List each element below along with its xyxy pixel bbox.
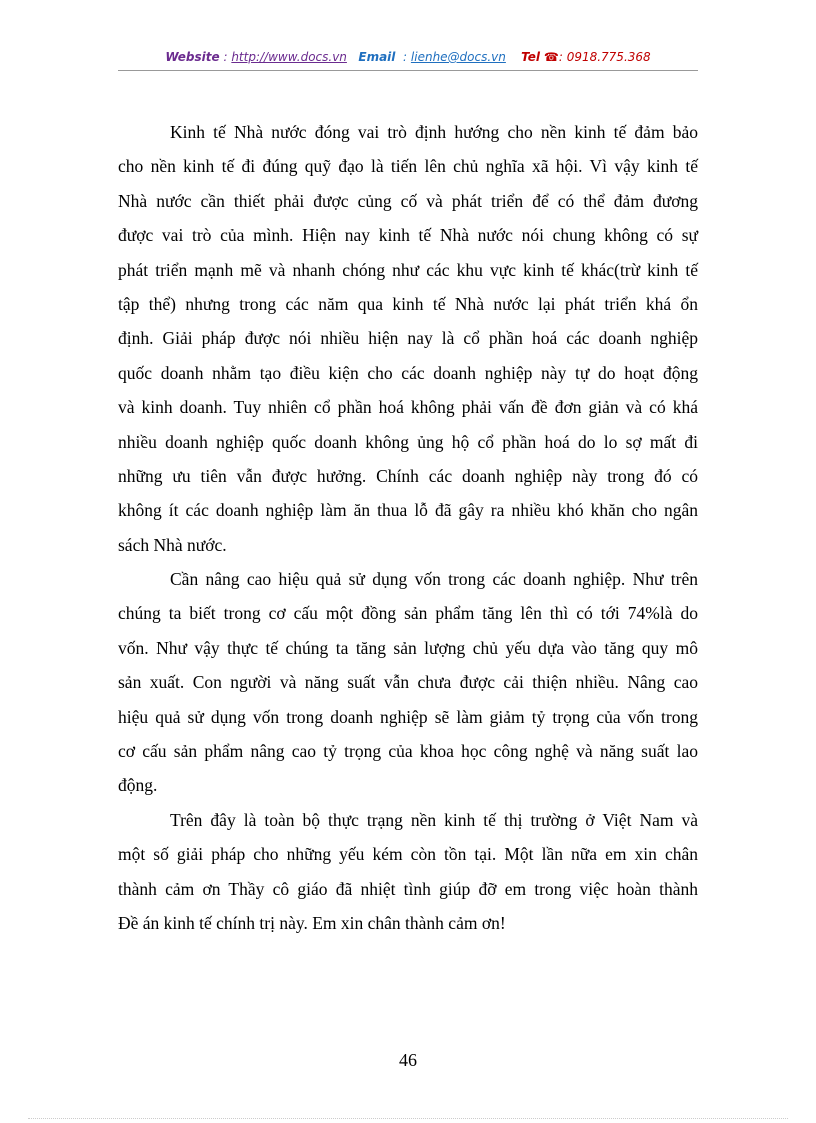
paragraph-line: động. <box>118 775 158 796</box>
paragraph-line: quốc doanh nhằm tạo điều kiện cho các doanh nghiệp này tự do hoạt động <box>118 362 698 383</box>
paragraph-line: những ưu tiên vẫn được hưởng. Chính các doanh nghiệp này trong đó có <box>118 465 698 486</box>
phone-icon: ☎ <box>543 50 559 64</box>
paragraph-line: phát triển mạnh mẽ và nhanh chóng như các khu vực kinh tế khác(trừ kinh tế <box>118 259 698 280</box>
paragraph-line: Trên đây là toàn bộ thực trạng nền kinh tế thị trường ở Việt Nam và <box>170 809 698 830</box>
paragraph-line: chúng ta biết trong cơ cấu một đồng sản phẩm tăng lên thì có tới 74%là do <box>118 603 698 624</box>
email-label: Email <box>358 50 396 64</box>
paragraph-line: hiệu quả sử dụng vốn trong doanh nghiệp sẽ làm giảm tỷ trọng của vốn trong <box>118 706 698 727</box>
paragraph-line: sản xuất. Con người và năng suất vẫn chưa được cải thiện nhiều. Nâng cao <box>118 672 698 693</box>
paragraph-line: Đề án kinh tế chính trị này. Em xin chân thành cảm ơn! <box>118 912 506 933</box>
paragraph-line: định. Giải pháp được nói nhiều hiện nay là cổ phần hoá các doanh nghiệp <box>118 328 698 349</box>
paragraph-line: Nhà nước cần thiết phải được củng cố và phát triển để có thể đảm đương <box>118 190 698 211</box>
website-label: Website <box>165 50 220 64</box>
email-link[interactable]: lienhe@docs.vn <box>410 50 506 64</box>
paragraph-line: cơ cấu sản phẩm nâng cao tỷ trọng của khoa học công nghệ và năng suất lao <box>118 741 698 762</box>
paragraph-line: không ít các doanh nghiệp làm ăn thua lỗ đã gây ra nhiều khó khăn cho ngân <box>118 500 698 521</box>
paragraph-line: nhiều doanh nghiệp quốc doanh không ủng hộ cổ phần hoá do lo sợ mất đi <box>118 431 698 452</box>
header-rule <box>118 70 698 71</box>
tel-label: Tel <box>521 50 541 64</box>
paragraph-line: sách Nhà nước. <box>118 534 227 555</box>
page-header: Website : http://www.docs.vn Email : lienhe@docs.vn Tel ☎: 0918.775.368 <box>165 50 651 64</box>
footer-rule <box>28 1118 788 1119</box>
tel-number: 0918.775.368 <box>566 50 651 64</box>
website-link[interactable]: http://www.docs.vn <box>231 50 347 64</box>
paragraph-line: một số giải pháp cho những yếu kém còn tồn tại. Một lần nữa em xin chân <box>118 844 698 865</box>
paragraph-line: thành cảm ơn Thầy cô giáo đã nhiệt tình giúp đỡ em trong việc hoàn thành <box>118 878 698 899</box>
paragraph-line: cho nền kinh tế đi đúng quỹ đạo là tiến lên chủ nghĩa xã hội. Vì vậy kinh tế <box>118 156 698 177</box>
paragraph-line: vốn. Như vậy thực tế chúng ta tăng sản lượng chủ yếu dựa vào tăng quy mô <box>118 637 698 658</box>
document-body <box>118 119 698 944</box>
paragraph-line: Kinh tế Nhà nước đóng vai trò định hướng cho nền kinh tế đảm bảo <box>170 122 698 142</box>
page-number: 46 <box>399 1050 417 1070</box>
paragraph-line: và kinh doanh. Tuy nhiên cổ phần hoá không phải vấn đề đơn giản và có khá <box>118 397 698 418</box>
paragraph-line: được vai trò của mình. Hiện nay kinh tế Nhà nước nói chung không có sự <box>118 225 698 246</box>
paragraph-line: Cần nâng cao hiệu quả sử dụng vốn trong các doanh nghiệp. Như trên <box>170 569 698 590</box>
paragraph-line: tập thể) nhưng trong các năm qua kinh tế Nhà nước lại phát triển khá ổn <box>118 293 698 314</box>
